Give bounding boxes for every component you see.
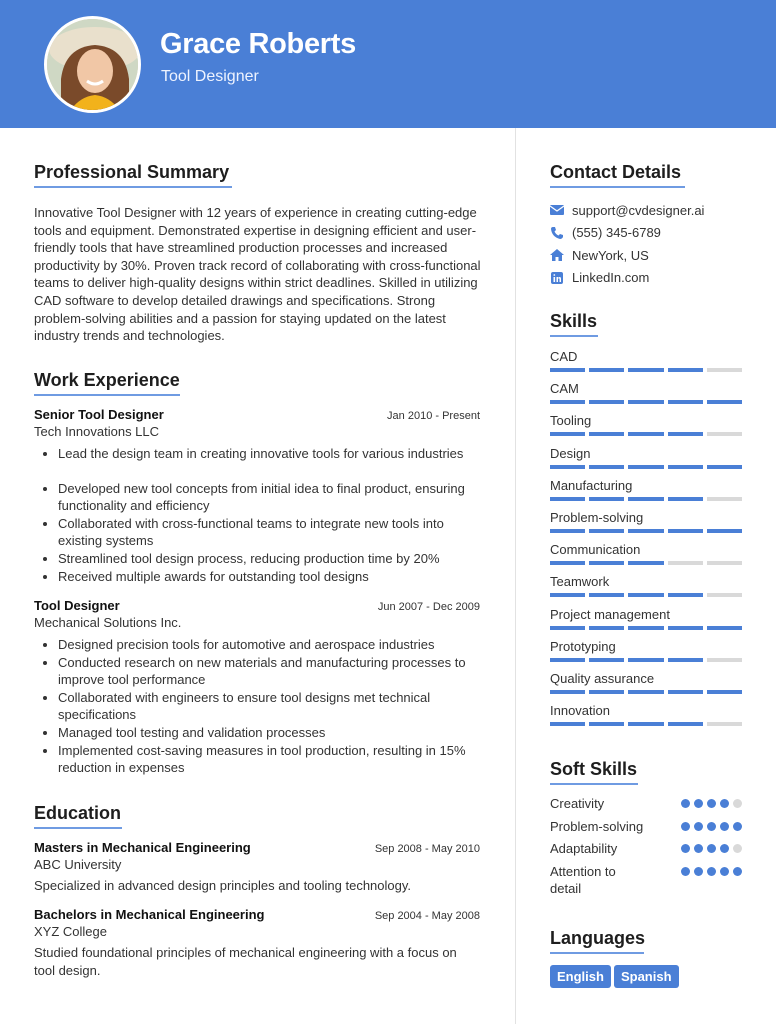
skill-level-segment xyxy=(707,400,742,404)
skill-name: Innovation xyxy=(550,703,610,719)
candidate-role: Tool Designer xyxy=(161,68,259,85)
skill-level-segment xyxy=(628,626,663,630)
skill-level-segment xyxy=(668,368,703,372)
skill-level-segment xyxy=(628,658,663,662)
skill-level-bar xyxy=(550,529,742,533)
soft-skills-title: Soft Skills xyxy=(550,759,637,785)
skill-level-segment xyxy=(707,561,742,565)
summary-section xyxy=(34,162,482,345)
job-dates: Jan 2010 - Present xyxy=(387,410,480,422)
skill-item xyxy=(550,639,742,671)
skill-level-bar xyxy=(550,690,742,694)
skill-level-segment xyxy=(550,593,585,597)
rating-dot xyxy=(720,822,729,831)
skill-name: Quality assurance xyxy=(550,670,655,686)
education-entry xyxy=(34,840,480,895)
job-company: Mechanical Solutions Inc. xyxy=(34,615,182,630)
skill-level-segment xyxy=(628,432,663,436)
rating-dot xyxy=(694,799,703,808)
skill-level-segment xyxy=(668,529,703,533)
soft-skill-item xyxy=(550,795,742,813)
rating-dot xyxy=(694,844,703,853)
skill-level-segment xyxy=(589,497,624,501)
skill-level-segment xyxy=(550,561,585,565)
skill-name: Design xyxy=(550,445,591,461)
skill-level-segment xyxy=(589,722,624,726)
skill-name: Tooling xyxy=(550,413,592,429)
candidate-name: Grace Roberts xyxy=(160,28,356,60)
job-bullets xyxy=(34,445,480,585)
skill-level-bar xyxy=(550,658,742,662)
language-badge: English xyxy=(550,965,611,988)
rating-dot xyxy=(707,799,716,808)
contact-linkedin[interactable] xyxy=(550,267,742,290)
skill-level-segment xyxy=(589,690,624,694)
skill-level-bar xyxy=(550,561,742,565)
skill-level-segment xyxy=(707,658,742,662)
education-description: Studied foundational principles of mechanical engineering with a focus on tool design. xyxy=(34,945,457,978)
linkedin-text: LinkedIn.com xyxy=(572,270,650,286)
soft-skill-name: Adaptability xyxy=(550,841,618,857)
skill-level-segment xyxy=(707,593,742,597)
contact-title: Contact Details xyxy=(550,162,681,188)
skill-name: CAD xyxy=(550,349,578,364)
skill-level-bar xyxy=(550,400,742,404)
skill-level-segment xyxy=(668,722,703,726)
education-dates: Sep 2008 - May 2010 xyxy=(374,843,480,855)
skill-level-segment xyxy=(707,722,742,726)
skill-level-segment xyxy=(668,626,703,630)
skill-level-segment xyxy=(628,690,663,694)
contact-email[interactable] xyxy=(550,199,742,222)
contact-section xyxy=(550,162,742,289)
location-text: NewYork, US xyxy=(572,247,649,263)
skill-level-segment xyxy=(589,368,624,372)
skill-level-segment xyxy=(707,690,742,694)
list-item: Collaborated with engineers to ensure tool designs met technical specifications xyxy=(34,689,480,724)
skill-level-bar xyxy=(550,497,742,501)
skill-level-segment xyxy=(550,658,585,662)
profile-photo xyxy=(47,19,141,113)
header-banner xyxy=(0,0,776,128)
soft-skill-name: Problem-solving xyxy=(550,818,644,834)
skill-item xyxy=(550,574,742,606)
list-item: Developed new tool concepts from initial idea to final product, ensuring functionality and efficiency xyxy=(34,480,480,515)
job-company: Tech Innovations LLC xyxy=(34,424,160,439)
skill-item xyxy=(550,478,742,510)
list-item: Streamlined tool design process, reducing production time by 20% xyxy=(34,550,480,568)
skill-item xyxy=(550,671,742,703)
skill-level-segment xyxy=(628,368,663,372)
school-name: XYZ College xyxy=(34,924,107,939)
languages-list xyxy=(550,965,742,988)
job-title: Tool Designer xyxy=(34,598,120,613)
skill-level-segment xyxy=(550,722,585,726)
skill-level-segment xyxy=(707,465,742,469)
skill-level-segment xyxy=(628,497,663,501)
job-bullets xyxy=(34,636,480,777)
list-item: Conducted research on new materials and manufacturing processes to improve tool performance xyxy=(34,654,480,689)
skill-level-segment xyxy=(550,432,585,436)
rating-dot xyxy=(720,867,729,876)
skill-level-bar xyxy=(550,722,742,726)
skill-item xyxy=(550,413,742,445)
school-name: ABC University xyxy=(34,857,122,872)
phone-icon xyxy=(550,226,564,240)
envelope-icon xyxy=(550,203,564,217)
education-title: Education xyxy=(34,803,121,829)
skills-title: Skills xyxy=(550,311,597,337)
languages-title: Languages xyxy=(550,928,645,954)
job-entry xyxy=(34,407,480,585)
skill-level-segment xyxy=(668,658,703,662)
soft-skill-name: Attention to detail xyxy=(550,863,616,897)
skill-name: Problem-solving xyxy=(550,509,644,525)
rating-dot xyxy=(694,822,703,831)
skill-level-segment xyxy=(589,400,624,404)
skill-level-segment xyxy=(589,658,624,662)
list-item: Implemented cost-saving measures in tool production, resulting in 15% reduction in expenses xyxy=(34,742,480,777)
list-item: Lead the design team in creating innovative tools for various industries xyxy=(34,445,480,463)
skill-level-segment xyxy=(628,722,663,726)
skill-level-segment xyxy=(628,400,663,404)
list-item: Collaborated with cross-functional teams to integrate new tools into existing systems xyxy=(34,515,480,550)
skill-item xyxy=(550,510,742,542)
skill-level-segment xyxy=(589,593,624,597)
skill-level-segment xyxy=(707,529,742,533)
rating-dot xyxy=(720,844,729,853)
soft-skill-item xyxy=(550,863,742,898)
skill-level-bar xyxy=(550,432,742,436)
list-item: Managed tool testing and validation processes xyxy=(34,724,480,742)
avatar xyxy=(44,16,141,113)
linkedin-icon xyxy=(550,271,564,285)
contact-phone[interactable] xyxy=(550,222,742,245)
skill-level-segment xyxy=(668,465,703,469)
job-dates: Jun 2007 - Dec 2009 xyxy=(377,601,480,613)
soft-skills-list xyxy=(550,795,742,898)
rating-dot xyxy=(694,867,703,876)
skill-level-segment xyxy=(707,497,742,501)
rating-dot xyxy=(707,822,716,831)
degree-title: Masters in Mechanical Engineering xyxy=(34,840,251,855)
job-title: Senior Tool Designer xyxy=(34,407,164,422)
experience-title: Work Experience xyxy=(34,370,180,396)
skill-level-segment xyxy=(628,561,663,565)
education-section xyxy=(34,803,482,978)
skill-level-bar xyxy=(550,368,742,372)
skill-level-segment xyxy=(668,400,703,404)
skills-section xyxy=(550,311,742,735)
skill-name: Prototyping xyxy=(550,638,616,654)
phone-text: (555) 345-6789 xyxy=(572,225,661,241)
email-text: support@cvdesigner.ai xyxy=(572,202,705,218)
skill-item xyxy=(550,607,742,639)
skill-level-segment xyxy=(628,593,663,597)
rating-dot xyxy=(681,867,690,876)
contact-location xyxy=(550,244,742,267)
rating-dot xyxy=(681,799,690,808)
rating-dot xyxy=(681,844,690,853)
rating-dot xyxy=(733,844,742,853)
skill-level-segment xyxy=(589,561,624,565)
skill-level-segment xyxy=(589,626,624,630)
skill-level-segment xyxy=(668,561,703,565)
soft-skill-item xyxy=(550,818,742,836)
skill-level-segment xyxy=(589,529,624,533)
skill-level-segment xyxy=(550,529,585,533)
skill-level-segment xyxy=(550,368,585,372)
education-dates: Sep 2004 - May 2008 xyxy=(374,910,480,922)
skill-name: CAM xyxy=(550,381,579,397)
home-icon xyxy=(550,248,564,262)
education-entry xyxy=(34,907,480,979)
soft-skills-section xyxy=(550,759,742,903)
skill-level-segment xyxy=(668,497,703,501)
languages-section xyxy=(550,928,742,988)
summary-title: Professional Summary xyxy=(34,162,229,188)
rating-dot xyxy=(707,844,716,853)
skill-level-segment xyxy=(668,432,703,436)
summary-text: Innovative Tool Designer with 12 years of experience in creating cutting-edge tools and equipment. Demonstrated expertise in designing efficient and user-friendly tools that have streamlined production processes and increased productivity by 30%. Proven track record of collaborating with cross-functional teams to deliver high-quality designs within strict deadlines. Skilled in utilizing CAD software to develop detailed drawings and specifications. Strong problem-solving abilities and a passion for staying updated on the latest industry trends and technologies. xyxy=(34,205,481,344)
rating-dot xyxy=(707,867,716,876)
rating-dot xyxy=(720,799,729,808)
skill-level-segment xyxy=(550,465,585,469)
soft-skill-rating xyxy=(681,863,742,898)
skill-item xyxy=(550,381,742,413)
soft-skill-rating xyxy=(681,818,742,836)
skill-item xyxy=(550,542,742,574)
skill-level-segment xyxy=(668,593,703,597)
skill-level-segment xyxy=(628,529,663,533)
skill-level-segment xyxy=(589,432,624,436)
skill-level-segment xyxy=(550,400,585,404)
skill-name: Communication xyxy=(550,542,641,558)
list-item: Received multiple awards for outstanding tool designs xyxy=(34,568,480,586)
skills-list xyxy=(550,349,742,735)
soft-skill-item xyxy=(550,840,742,858)
job-entry xyxy=(34,598,480,777)
rating-dot xyxy=(733,799,742,808)
experience-section xyxy=(34,370,482,776)
skill-item xyxy=(550,349,742,381)
rating-dot xyxy=(733,822,742,831)
skill-name: Teamwork xyxy=(550,574,610,590)
list-item: Designed precision tools for automotive and aerospace industries xyxy=(34,636,480,654)
rating-dot xyxy=(681,822,690,831)
skill-level-segment xyxy=(550,690,585,694)
skill-level-segment xyxy=(589,465,624,469)
skill-level-bar xyxy=(550,465,742,469)
skill-level-segment xyxy=(550,626,585,630)
soft-skill-name: Creativity xyxy=(550,796,605,811)
skill-level-bar xyxy=(550,593,742,597)
skill-level-segment xyxy=(707,626,742,630)
soft-skill-rating xyxy=(681,795,742,813)
soft-skill-rating xyxy=(681,840,742,858)
column-divider xyxy=(515,128,516,1024)
rating-dot xyxy=(733,867,742,876)
skill-level-segment xyxy=(707,432,742,436)
skill-name: Manufacturing xyxy=(550,477,633,493)
skill-level-segment xyxy=(707,368,742,372)
education-description: Specialized in advanced design principles and tooling technology. xyxy=(34,878,412,893)
skill-item xyxy=(550,446,742,478)
degree-title: Bachelors in Mechanical Engineering xyxy=(34,907,265,922)
skill-name: Project management xyxy=(550,606,670,622)
skill-level-segment xyxy=(550,497,585,501)
skill-item xyxy=(550,703,742,735)
skill-level-segment xyxy=(628,465,663,469)
skill-level-bar xyxy=(550,626,742,630)
skill-level-segment xyxy=(668,690,703,694)
language-badge: Spanish xyxy=(614,965,679,988)
